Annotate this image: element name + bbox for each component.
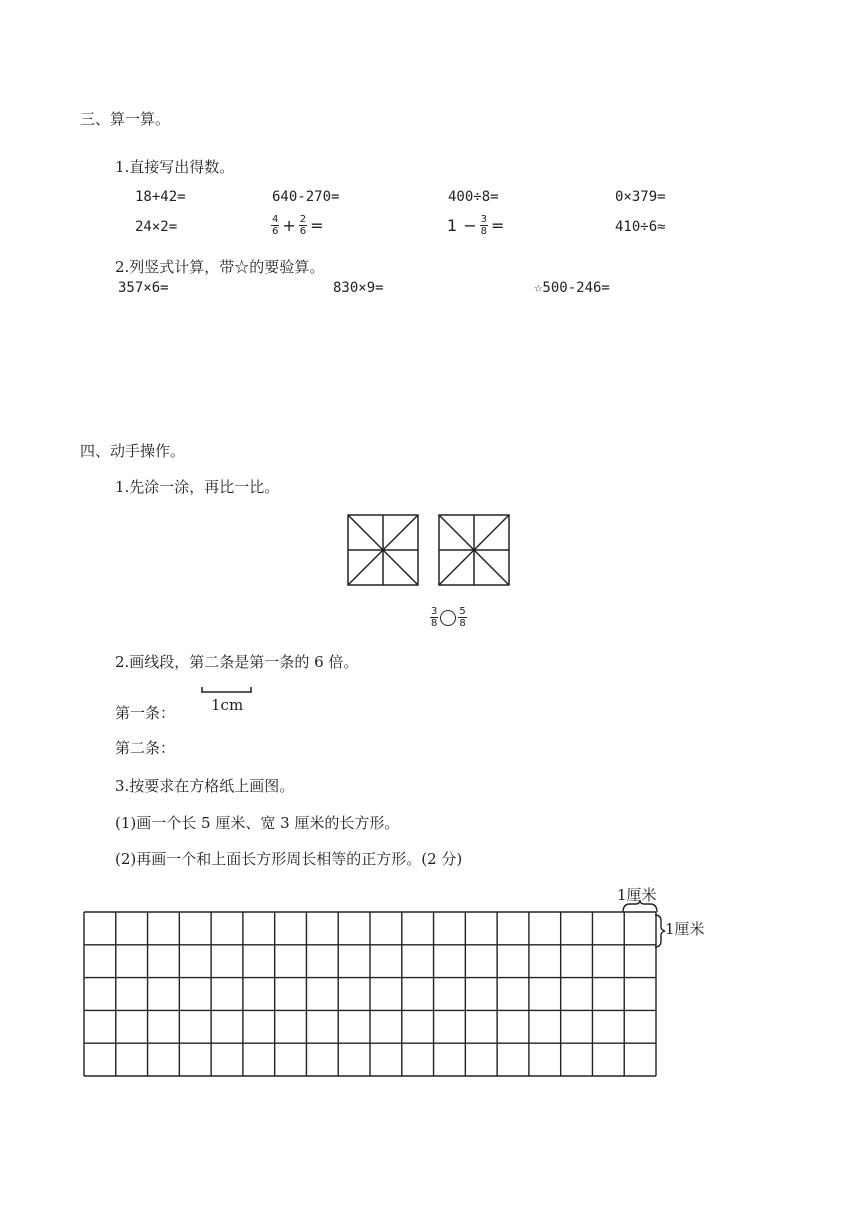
exercise-fraction-sum: $\frac{4}{6}$ + $\frac{2}{6}$ = xyxy=(272,214,324,237)
exercise-0times379: 0×379= xyxy=(615,189,666,205)
fraction-4-6: $\frac{4}{6}$ xyxy=(272,214,279,237)
q2-title: 2.列竖式计算，带☆的要验算。 xyxy=(115,258,325,276)
fraction-compare xyxy=(430,606,467,629)
exercise-357times6: 357×6= xyxy=(118,280,169,296)
q4-2-title: 2.画线段，第二条是第一条的 6 倍。 xyxy=(115,653,359,671)
q4-3-title: 3.按要求在方格纸上画图。 xyxy=(115,777,295,795)
fraction-2-6: $\frac{2}{6}$ xyxy=(299,214,307,237)
line1-label: 第一条： xyxy=(115,704,176,722)
q4-3-2: (2)再画一个和上面长方形周长相等的正方形。(2 分) xyxy=(115,850,463,868)
q1-title: 1.直接写出得数。 xyxy=(115,158,235,176)
segment-1cm xyxy=(201,686,253,696)
section-3-title: 三、算一算。 xyxy=(80,110,171,128)
unit-label-1cm: 1cm xyxy=(211,696,244,714)
exercise-400div8: 400÷8= xyxy=(448,189,499,205)
section-4-title: 四、动手操作。 xyxy=(80,442,186,460)
exercise-830times9: 830×9= xyxy=(333,280,384,296)
exercise-one-minus-fraction: 1 − $\frac{3}{8}$ = xyxy=(447,214,505,237)
q4-1-title: 1.先涂一涂，再比一比。 xyxy=(115,478,280,496)
fraction-squares-figure xyxy=(346,513,512,587)
exercise-500minus246: ☆500-246= xyxy=(534,280,610,296)
exercise-18plus42: 18+42= xyxy=(135,189,186,205)
unit-label-side: 1厘米 xyxy=(665,920,705,938)
exercise-24times2: 24×2= xyxy=(135,219,178,235)
line2-label: 第二条： xyxy=(115,739,176,757)
grid-paper[interactable] xyxy=(82,910,658,1078)
fraction-3-8: $\frac{3}{8}$ xyxy=(480,214,487,237)
square-right xyxy=(439,515,509,585)
exercise-640minus270: 640-270= xyxy=(272,189,340,205)
q4-3-1: (1)画一个长 5 厘米、宽 3 厘米的长方形。 xyxy=(115,814,400,832)
fraction-5-8-compare: $\frac{5}{8}$ xyxy=(459,606,466,629)
square-left xyxy=(348,515,418,585)
unit-label-top: 1厘米 xyxy=(617,886,657,904)
exercise-410div6: 410÷6≈ xyxy=(615,219,666,235)
compare-circle[interactable] xyxy=(440,610,456,626)
fraction-3-8-compare: $\frac{3}{8}$ xyxy=(431,606,438,629)
